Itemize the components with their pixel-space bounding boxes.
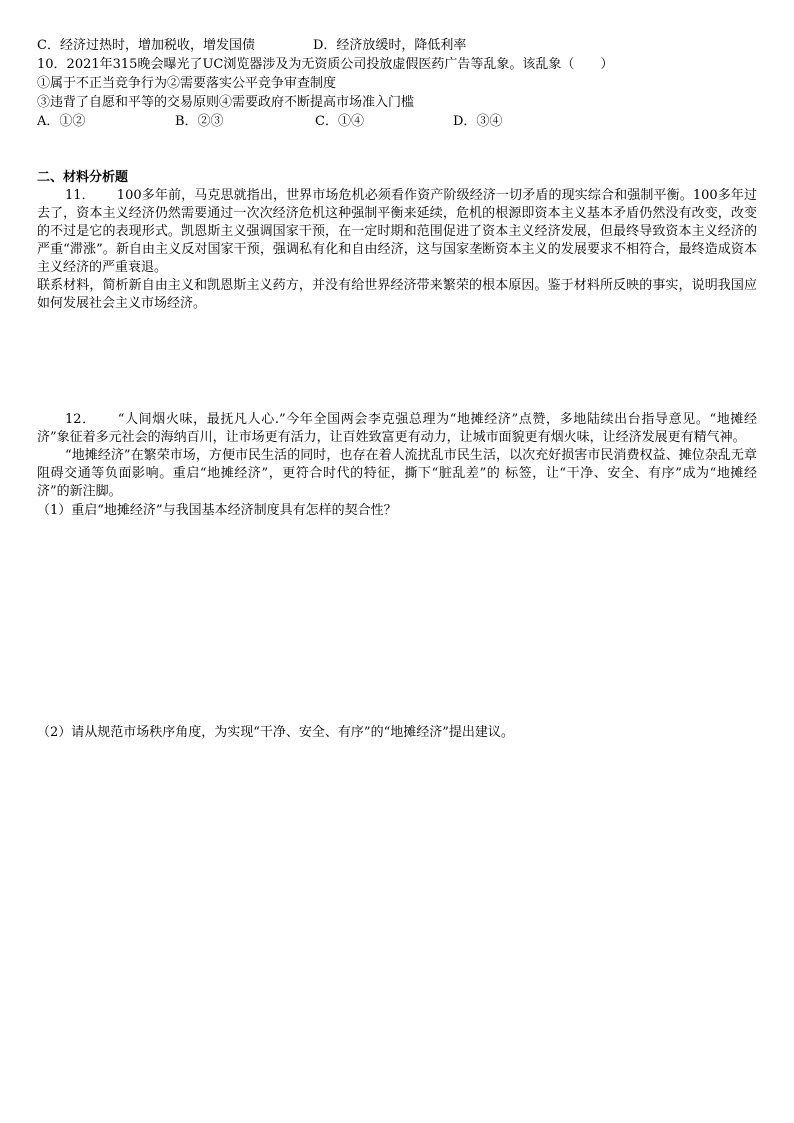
q10-stem: 10．2021年315晚会曝光了UC浏览器涉及为无资质公司投放虚假医药广告等乱象。该乱象（ ） bbox=[37, 57, 614, 72]
q10-statements-1: ①属于不正当竞争行为②需要落实公平竞争审查制度 bbox=[37, 76, 337, 91]
q12-number: 12． bbox=[65, 412, 96, 427]
q10-option-c: C．①④ bbox=[315, 114, 364, 129]
q10-options bbox=[37, 112, 757, 131]
q12-block bbox=[37, 411, 757, 742]
q12-subquestion-1: （1）重启“地摊经济”与我国基本经济制度具有怎样的契合性？ bbox=[37, 503, 397, 518]
q10-option-a: A．①② bbox=[37, 114, 86, 129]
q12-material-2: “地摊经济”在繁荣市场，方便市民生活的同时，也存在着人流扰乱市民生活，以次充好损害市民消费权益、摊位杂乱无章阻碍交通等负面影响。重启“地摊经济”，更符合时代的特征，撕下“脏乱差”的 标签，让“干净、安全、有序”成为“地摊经济”的新注脚。 bbox=[37, 448, 757, 499]
section-title: 二、材料分析题 bbox=[37, 170, 129, 185]
q11-material bbox=[37, 187, 757, 277]
q11-number: 11． bbox=[65, 188, 95, 203]
option-d: D．经济放缓时，降低利率 bbox=[313, 38, 467, 53]
q12-material-1-text: “人间烟火味，最抚凡人心.”今年全国两会李克强总理为“地摊经济”点赞，多地陆续出台指导意见。“地摊经济”象征着多元社会的海纳百川，让市场更有活力，让百姓致富更有动力，让城市面貌更有烟火味，让经济发展更有精气神。 bbox=[37, 412, 757, 445]
q10-statements-2: ③违背了自愿和平等的交易原则④需要政府不断提高市场准入门槛 bbox=[37, 95, 415, 110]
q11-material-text: 100多年前，马克思就指出，世界市场危机必须看作资产阶级经济一切矛盾的现实综合和强制平衡。100多年过去了，资本主义经济仍然需要通过一次次经济危机这种强制平衡来延续，危机的根源即资本主义基本矛盾仍然没有改变，改变的不过是它的表现形式。凯恩斯主义强调国家干预，在一定时期和范围促进了资本主义经济发展，但最终导致资本主义经济的严重“滞涨”。新自由主义反对国家干预，强调私有化和自由经济，这与国家垄断资本主义的发展要求不相符合，最终造成资本主义经济的严重衰退。 bbox=[37, 188, 757, 275]
q12-material-1 bbox=[37, 411, 757, 447]
option-c: C．经济过热时，增加税收，增发国债 bbox=[37, 38, 255, 53]
q12-subquestion-2: （2）请从规范市场秩序角度，为实现“干净、安全、有序”的“地摊经济”提出建议。 bbox=[37, 725, 514, 740]
exam-page bbox=[37, 36, 757, 742]
q10-option-b: B．②③ bbox=[175, 114, 224, 129]
prev-question-options bbox=[37, 36, 757, 55]
q11-question: 联系材料，简析新自由主义和凯恩斯主义药方，并没有给世界经济带来繁荣的根本原因。鉴于材料所反映的事实，说明我国应如何发展社会主义市场经济。 bbox=[37, 278, 757, 311]
q10-option-d: D．③④ bbox=[453, 114, 503, 129]
